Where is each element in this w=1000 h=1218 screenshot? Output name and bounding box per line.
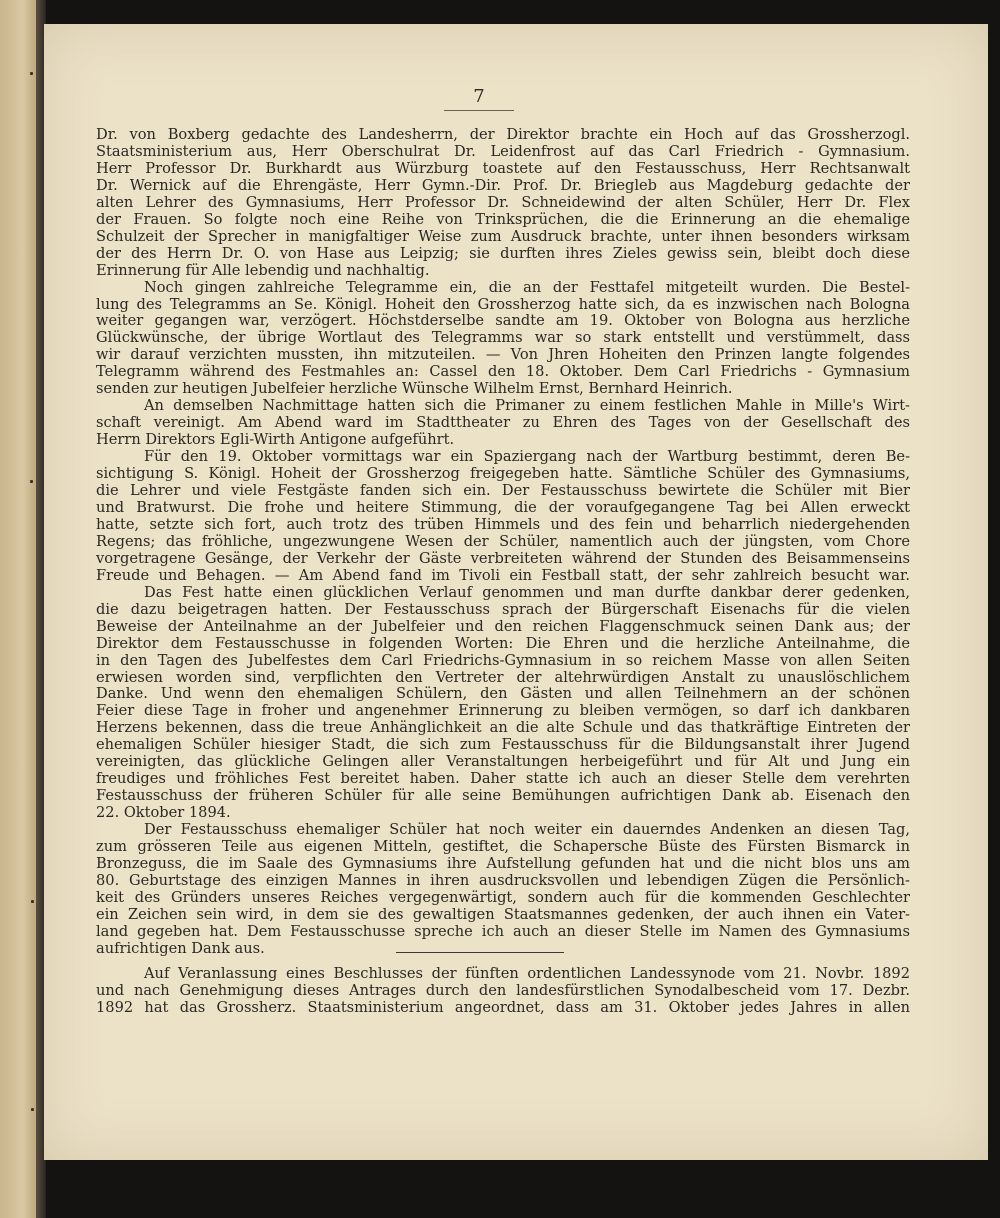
text-line: Der Festausschuss ehemaliger Schüler hat noch weiter ein dauerndes Andenken an diesen Tag, xyxy=(144,821,910,839)
text-line: Erinnerung für Alle lebendig und nachhaltig. xyxy=(96,261,430,279)
text-line: aufrichtigen Dank aus. xyxy=(96,939,265,957)
text-line: die dazu beigetragen hatten. Der Festausschuss sprach der Bürgerschaft Eisenachs für die vielen xyxy=(96,600,910,618)
text-line: land gegeben hat. Dem Festausschusse spreche ich auch an dieser Stelle im Namen des Gymnasiums xyxy=(96,922,910,940)
text-line: Herrn Direktors Egli-Wirth Antigone aufgeführt. xyxy=(96,431,455,449)
text-line: Danke. Und wenn den ehemaligen Schülern, den Gästen und allen Teilnehmern an der schönen xyxy=(96,685,910,703)
text-line: senden zur heutigen Jubelfeier herzliche Wünsche Wilhelm Ernst, Bernhard Heinrich. xyxy=(96,380,733,398)
text-line: Herr Professor Dr. Burkhardt aus Würzburg toastete auf den Festausschuss, Herr Rechtsanwalt xyxy=(96,159,910,177)
text-line: ehemaligen Schüler hiesiger Stadt, die sich zum Festausschuss für die Bildungsanstalt ihrer Jugend xyxy=(96,736,910,754)
text-line: 1892 hat das Grossherz. Staatsministerium angeordnet, dass am 31. Oktober jedes Jahres in allen xyxy=(96,998,910,1016)
text-line: 80. Geburtstage des einzigen Mannes in ihren ausdrucksvollen und lebendigen Zügen die Persönlich- xyxy=(96,871,910,889)
text-line: Freude und Behagen. — Am Abend fand im Tivoli ein Festball statt, der sehr zahlreich besucht war. xyxy=(96,566,910,584)
text-line: Das Fest hatte einen glücklichen Verlauf genommen und man durfte dankbar derer gedenken, xyxy=(144,583,910,601)
spine-mark xyxy=(30,72,33,75)
text-line: die Lehrer und viele Festgäste fanden sich ein. Der Festausschuss bewirtete die Schüler mit Bier xyxy=(96,482,910,500)
text-line: Feier diese Tage in froher und angenehmer Erinnerung zu bleiben vermögen, so darf ich dankbaren xyxy=(96,702,910,720)
text-line: Staatsministerium aus, Herr Oberschulrat Dr. Leidenfrost auf das Carl Friedrich - Gymnasium. xyxy=(96,142,910,160)
text-line: freudiges und fröhliches Fest bereitet haben. Daher statte ich auch an dieser Stelle dem verehrten xyxy=(96,770,910,788)
text-line: Herzens bekennen, dass die treue Anhänglichkeit an die alte Schule und das thatkräftige Eintreten der xyxy=(96,719,910,737)
text-line: zum grösseren Teile aus eigenen Mitteln, gestiftet, die Schapersche Büste des Fürsten Bismarck in xyxy=(96,838,910,856)
text-line: weiter gegangen war, verzögert. Höchstderselbe sandte am 19. Oktober von Bologna aus herzliche xyxy=(96,312,910,330)
text-line: Schulzeit der Sprecher in manigfaltiger Weise zum Ausdruck brachte, unter ihnen besonders wirksam xyxy=(96,227,910,245)
text-line: Regens; das fröhliche, ungezwungene Wesen der Schüler, namentlich auch der jüngsten, vom Chore xyxy=(96,532,910,550)
text-line: Für den 19. Oktober vormittags war ein Spaziergang nach der Wartburg bestimmt, deren Be- xyxy=(144,448,910,466)
scanned-page xyxy=(44,24,988,1160)
text-line: vereinigten, das glückliche Gelingen aller Veranstaltungen herbeigeführt und für Alt und Jung ein xyxy=(96,753,910,771)
text-line: keit des Gründers unseres Reiches vergegenwärtigt, sondern auch für die kommenden Geschlechter xyxy=(96,888,910,906)
text-line: 22. Oktober 1894. xyxy=(96,804,231,822)
header-rule xyxy=(444,110,514,111)
text-line: der Frauen. So folgte noch eine Reihe von Trinksprüchen, die die Erinnerung an die ehemalige xyxy=(96,210,910,228)
text-line: Noch gingen zahlreiche Telegramme ein, die an der Festtafel mitgeteilt wurden. Die Bestel- xyxy=(144,278,910,296)
text-line: hatte, setzte sich fort, auch trotz des trüben Himmels und des fein und beharrlich niedergehenden xyxy=(96,515,910,533)
spine-mark xyxy=(31,900,34,903)
spine-mark xyxy=(30,480,33,483)
text-line: wir darauf verzichten mussten, ihn mitzuteilen. — Von Jhren Hoheiten den Prinzen langte folgendes xyxy=(96,346,910,364)
text-line: und nach Genehmigung dieses Antrages durch den landesfürstlichen Synodalbescheid vom 17. Dezbr. xyxy=(96,981,910,999)
text-line: sichtigung S. Königl. Hoheit der Grossherzog freigegeben hatte. Sämtliche Schüler des Gymnasiums, xyxy=(96,465,910,483)
text-line: lung des Telegramms an Se. Königl. Hoheit den Grossherzog hatte sich, da es inzwischen nach Bologna xyxy=(96,295,910,313)
spine-mark xyxy=(31,1108,34,1111)
text-line: Auf Veranlassung eines Beschlusses der fünften ordentlichen Landessynode vom 21. Novbr. 1892 xyxy=(144,964,910,982)
text-line: erwiesen worden sind, verpflichten den Vertreter der altehrwürdigen Anstalt zu unauslöschlichem xyxy=(96,668,910,686)
text-line: schaft vereinigt. Am Abend ward im Stadttheater zu Ehren des Tages von der Gesellschaft des xyxy=(96,414,910,432)
text-line: Dr. Wernick auf die Ehrengäste, Herr Gymn.-Dir. Prof. Dr. Briegleb aus Magdeburg gedachte der xyxy=(96,176,910,194)
text-line: und Bratwurst. Die frohe und heitere Stimmung, die der voraufgegangene Tag bei Allen erweckt xyxy=(96,498,910,516)
text-line: Festausschuss der früheren Schüler für alle seine Bemühungen aufrichtigen Dank ab. Eisenach den xyxy=(96,787,910,805)
body-text xyxy=(96,127,910,1017)
text-line: Beweise der Anteilnahme an der Jubelfeier und den reichen Flaggenschmuck seinen Dank aus; der xyxy=(96,617,910,635)
text-line: Glückwünsche, der übrige Wortlaut des Telegramms war so stark entstellt und verstümmelt, dass xyxy=(96,329,910,347)
section-separator xyxy=(396,952,564,953)
text-line: An demselben Nachmittage hatten sich die Primaner zu einem festlichen Mahle in Mille's Wirt- xyxy=(144,397,910,415)
text-line: Telegramm während des Festmahles an: Cassel den 18. Oktober. Dem Carl Friedrichs - Gymnasium xyxy=(96,363,910,381)
text-line: vorgetragene Gesänge, der Verkehr der Gäste verbreiteten während der Stunden des Beisammenseins xyxy=(96,549,910,567)
text-line: der des Herrn Dr. O. von Hase aus Leipzig; sie durften ihres Zieles gewiss sein, bleibt doch diese xyxy=(96,244,910,262)
text-line: in den Tagen des Jubelfestes dem Carl Friedrichs-Gymnasium in so reichem Masse von allen Seiten xyxy=(96,651,910,669)
text-line: alten Lehrer des Gymnasiums, Herr Professor Dr. Schneidewind der alten Schüler, Herr Dr. Flex xyxy=(96,193,910,211)
page-number: 7 xyxy=(473,86,485,107)
text-line: Bronzeguss, die im Saale des Gymnasiums ihre Aufstellung gefunden hat und die nicht blos uns am xyxy=(96,854,910,872)
text-line: Dr. von Boxberg gedachte des Landesherrn, der Direktor brachte ein Hoch auf das Grossherzogl. xyxy=(96,126,910,143)
text-line: Direktor dem Festausschusse in folgenden Worten: Die Ehren und die herzliche Anteilnahme, die xyxy=(96,634,910,652)
text-line: ein Zeichen sein wird, in dem sie des gewaltigen Staatsmannes gedenken, der auch ihnen ein Vater- xyxy=(96,905,910,923)
